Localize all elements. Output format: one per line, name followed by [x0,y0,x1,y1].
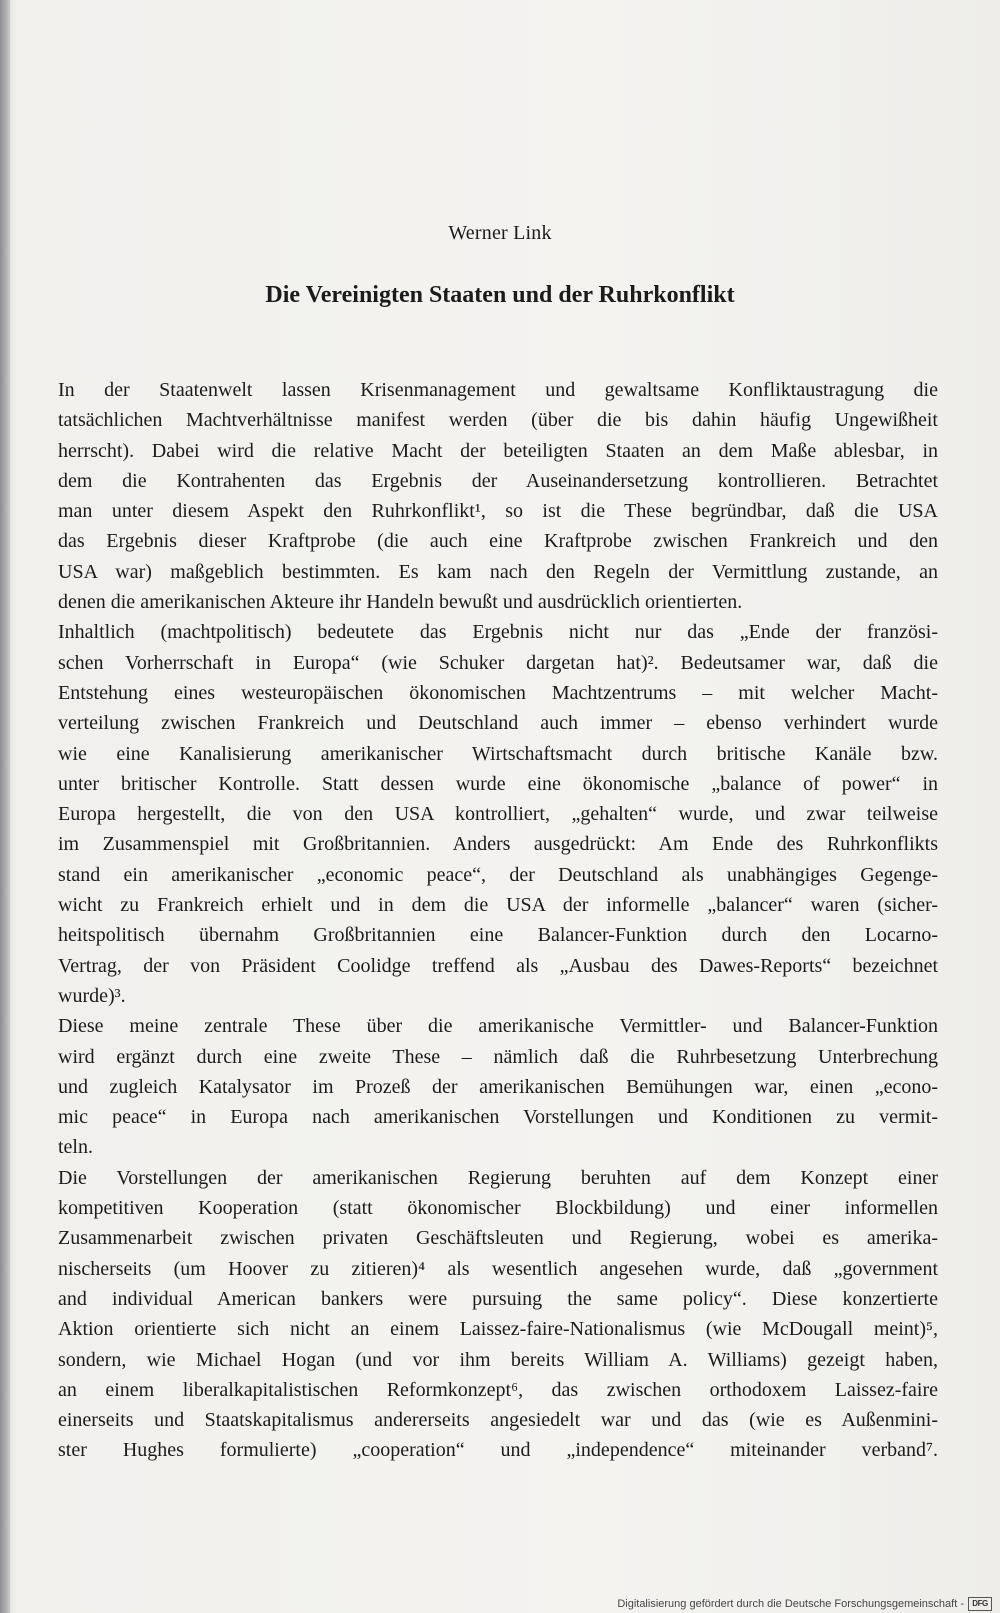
text-line: denen die amerikanischen Akteure ihr Handeln bewußt und ausdrücklich orientierten. [58,591,743,614]
text-line: wie eine Kanalisierung amerikanischer Wirtschaftsmacht durch britische Kanäle bzw. [58,742,938,765]
text-line: Aktion orientierte sich nicht an einem Laissez-faire-Nationalismus (wie McDougall meint)⁵, [58,1318,938,1341]
text-line: man unter diesem Aspekt den Ruhrkonflikt¹, so ist die These begründbar, daß die USA [58,500,938,523]
dfg-logo-icon: DFG [968,1597,992,1611]
text-line: Inhaltlich (machtpolitisch) bedeutete das Ergebnis nicht nur das „Ende der französi- [58,621,938,644]
text-line: an einem liberalkapitalistischen Reformkonzept⁶, das zwischen orthodoxem Laissez-faire [58,1378,938,1401]
text-line: heitspolitisch übernahm Großbritannien eine Balancer-Funktion durch den Locarno- [58,924,938,947]
text-line: kompetitiven Kooperation (statt ökonomischer Blockbildung) und einer informellen [58,1197,938,1220]
text-line: tatsächlichen Machtverhältnisse manifest werden (über die bis dahin häufig Ungewißheit [58,409,938,432]
text-line: and individual American bankers were pursuing the same policy“. Diese konzertierte [58,1287,938,1310]
text-line: stand ein amerikanischer „economic peace“, der Deutschland als unabhängiges Gegenge- [58,863,938,886]
text-line: Zusammenarbeit zwischen privaten Geschäftsleuten und Regierung, wobei es amerika- [58,1227,938,1250]
text-line: herrscht). Dabei wird die relative Macht der beteiligten Staaten an dem Maße ablesbar, in [58,439,938,462]
text-line: In der Staatenwelt lassen Krisenmanagement und gewaltsame Konfliktaustragung die [58,379,938,401]
text-line: Entstehung eines westeuropäischen ökonomischen Machtzentrums – mit welcher Macht- [58,681,938,704]
text-line: Diese meine zentrale These über die amerikanische Vermittler- und Balancer-Funktion [58,1015,938,1038]
author-name: Werner Link [448,222,552,244]
text-line: Die Vorstellungen der amerikanischen Regierung beruhten auf dem Konzept einer [58,1166,938,1189]
text-line: wicht zu Frankreich erhielt und in dem die USA der informelle „balancer“ waren (sicher- [58,894,938,917]
text-line: das Ergebnis dieser Kraftprobe (die auch eine Kraftprobe zwischen Frankreich und den [58,530,938,553]
text-line: ster Hughes formulierte) „cooperation“ und „independence“ miteinander verband⁷. [58,1439,938,1462]
article-body [58,375,938,1466]
text-line: einerseits und Staatskapitalismus andererseits angesiedelt war und das (wie es Außenmini- [58,1409,938,1432]
footer-text: Digitalisierung gefördert durch die Deutsche Forschungsgemeinschaft - [617,1598,964,1610]
text-line: schen Vorherrschaft in Europa“ (wie Schuker dargetan hat)². Bedeutsamer war, daß die [58,651,938,674]
text-line: USA war) maßgeblich bestimmten. Es kam nach den Regeln der Vermittlung zustande, an [58,560,938,583]
text-line: verteilung zwischen Frankreich und Deutschland auch immer – ebenso verhindert wurde [58,712,938,735]
footer [617,1597,992,1611]
article-title: Die Vereinigten Staaten und der Ruhrkonflikt [265,282,735,308]
text-line: Europa hergestellt, die von den USA kontrolliert, „gehalten“ wurde, und zwar teilweise [58,803,938,826]
text-line: dem die Kontrahenten das Ergebnis der Auseinandersetzung kontrollieren. Betrachtet [58,469,938,492]
text-line: Vertrag, der von Präsident Coolidge treffend als „Ausbau des Dawes-Reports“ bezeichnet [58,954,938,977]
text-line: nischerseits (um Hoover zu zitieren)⁴ als wesentlich angesehen wurde, daß „government [58,1257,938,1280]
text-line: mic peace“ in Europa nach amerikanischen Vorstellungen und Konditionen zu vermit- [58,1106,938,1129]
text-line: und zugleich Katalysator im Prozeß der amerikanischen Bemühungen war, einen „econo- [58,1075,938,1098]
text-line: im Zusammenspiel mit Großbritannien. Anders ausgedrückt: Am Ende des Ruhrkonflikts [58,833,938,856]
text-line: unter britischer Kontrolle. Statt dessen wurde eine ökonomische „balance of power“ in [58,772,938,795]
text-line: sondern, wie Michael Hogan (und vor ihm bereits William A. Williams) gezeigt haben, [58,1348,938,1371]
text-line: wird ergänzt durch eine zweite These – nämlich daß die Ruhrbesetzung Unterbrechung [58,1045,938,1068]
text-line: teln. [58,1136,93,1159]
text-line: wurde)³. [58,984,126,1007]
